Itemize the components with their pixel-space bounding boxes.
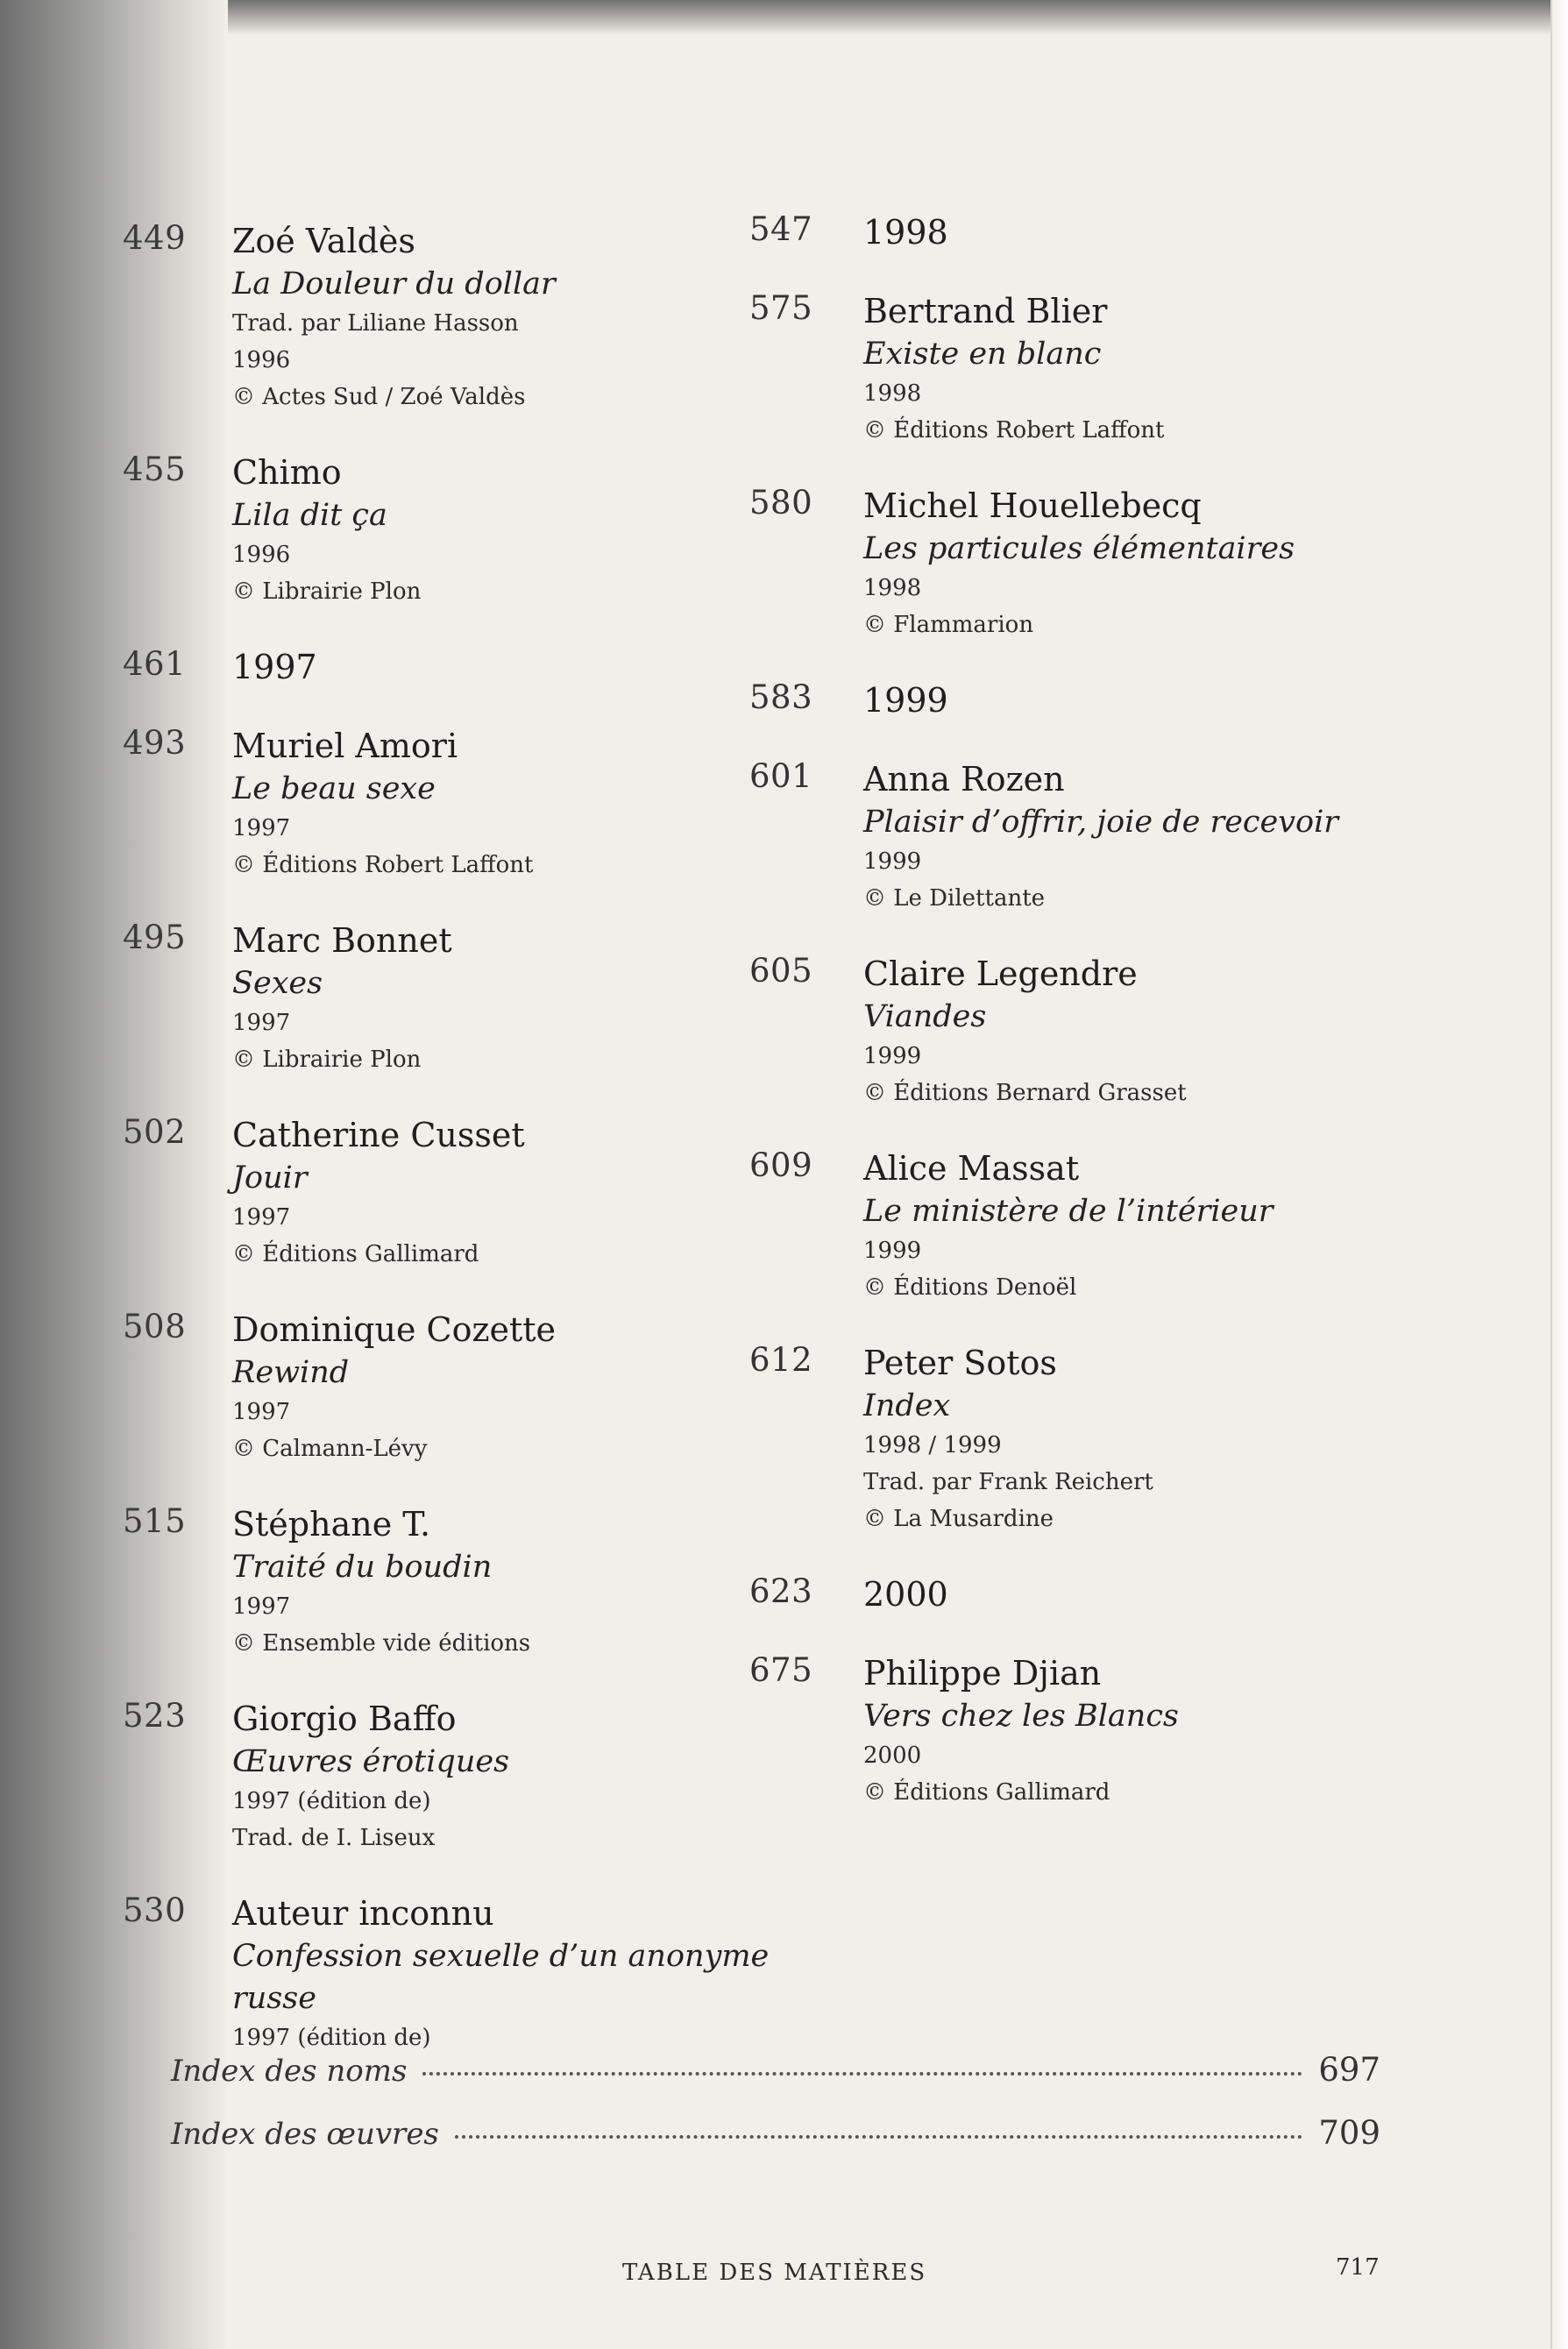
entry-title: La Douleur du dollar <box>232 266 556 302</box>
entry-body <box>232 1502 789 1662</box>
entry-detail: © Le Dilettante <box>863 885 1046 912</box>
toc-entry <box>123 219 789 415</box>
entry-title: Confession sexuelle d’un anonyme russe <box>232 1939 770 2016</box>
entry-author: Giorgio Baffo <box>232 1700 457 1738</box>
entry-body <box>863 484 1415 643</box>
entry-author: 1997 <box>232 648 317 686</box>
entry-detail: 1998 <box>863 380 922 407</box>
entry-body <box>863 1341 1415 1537</box>
entry-page-number: 449 <box>123 219 187 257</box>
entry-detail: 1996 <box>232 542 291 568</box>
entry-page-number: 523 <box>123 1697 187 1735</box>
entry-body <box>232 1113 789 1273</box>
entry-detail: 1997 <box>232 815 291 841</box>
toc-entry <box>123 1697 789 1856</box>
entry-title: Vers chez les Blancs <box>863 1699 1179 1734</box>
toc-entry <box>749 210 1415 254</box>
toc-entry <box>123 1891 789 2056</box>
entry-detail: 1998 <box>863 575 922 601</box>
entry-author: Zoé Valdès <box>232 222 415 260</box>
page-number: 717 <box>1336 2254 1380 2281</box>
index-page: 709 <box>1318 2114 1380 2152</box>
toc-entry <box>123 1502 789 1662</box>
entry-title: Plaisir d’offrir, joie de recevoir <box>863 805 1339 840</box>
entry-page-number: 547 <box>749 210 813 248</box>
entry-title: Le beau sexe <box>232 771 436 806</box>
entry-detail: 1997 <box>232 1593 291 1620</box>
entry-author: Chimo <box>232 453 342 492</box>
entry-title: Existe en blanc <box>863 337 1102 372</box>
entry-body <box>863 757 1415 917</box>
entry-page-number: 461 <box>123 645 187 683</box>
toc-entry <box>749 1341 1415 1537</box>
entry-body <box>863 289 1415 449</box>
entry-title: Œuvres érotiques <box>232 1744 510 1779</box>
entry-body <box>232 1697 789 1856</box>
entry-detail: 1997 <box>232 1399 291 1425</box>
entry-page-number: 609 <box>749 1146 813 1184</box>
entry-author: Alice Massat <box>863 1149 1080 1188</box>
index-label: Index des œuvres <box>171 2117 439 2152</box>
entry-detail: 2000 <box>863 1742 922 1769</box>
entry-detail: 1998 / 1999 <box>863 1432 1002 1458</box>
entry-body <box>863 952 1415 1111</box>
entry-detail: Trad. par Liliane Hasson <box>232 310 519 337</box>
entry-title: Sexes <box>232 966 323 1001</box>
entry-detail: Trad. de I. Liseux <box>232 1825 436 1851</box>
index-label: Index des noms <box>171 2054 408 2089</box>
entry-detail: 1999 <box>863 1238 922 1264</box>
toc-entry <box>123 1113 789 1273</box>
toc-entry <box>123 451 789 610</box>
entry-detail: © Éditions Denoël <box>863 1274 1077 1301</box>
toc-entry <box>749 1572 1415 1616</box>
entry-author: Dominique Cozette <box>232 1310 557 1349</box>
toc-entry <box>749 289 1415 449</box>
entry-detail: © Ensemble vide éditions <box>232 1630 531 1657</box>
running-footer-title: TABLE DES MATIÈRES <box>622 2260 927 2286</box>
entry-body <box>232 724 789 884</box>
entry-page-number: 612 <box>749 1341 813 1379</box>
entry-detail: 1997 (édition de) <box>232 2025 431 2051</box>
entry-detail: 1999 <box>863 1043 922 1069</box>
entry-author: 1998 <box>863 213 948 252</box>
entry-detail: © Flammarion <box>863 612 1034 638</box>
entry-title: Lila dit ça <box>232 498 387 533</box>
entry-title: Index <box>863 1388 951 1423</box>
entry-title: Jouir <box>232 1160 308 1196</box>
entry-detail: © Éditions Bernard Grasset <box>863 1080 1187 1106</box>
entry-author: Muriel Amori <box>232 727 458 765</box>
entry-author: Auteur inconnu <box>232 1894 494 1933</box>
entry-author: Michel Houellebecq <box>863 486 1202 525</box>
entry-page-number: 623 <box>749 1572 813 1610</box>
entry-body <box>863 210 1415 254</box>
entry-body <box>232 645 789 689</box>
entry-title: Les particules élémentaires <box>863 531 1295 566</box>
entry-author: Claire Legendre <box>863 955 1138 993</box>
index-line-works <box>171 2114 1380 2152</box>
entry-detail: 1999 <box>863 848 922 875</box>
entry-page-number: 601 <box>749 757 813 795</box>
entry-page-number: 580 <box>749 484 813 522</box>
entry-detail: © Éditions Gallimard <box>232 1241 479 1267</box>
entry-page-number: 502 <box>123 1113 187 1151</box>
entry-page-number: 530 <box>123 1891 187 1929</box>
entry-author: Peter Sotos <box>863 1344 1057 1382</box>
toc-entry <box>749 678 1415 722</box>
entry-detail: 1997 <box>232 1010 291 1036</box>
entry-page-number: 495 <box>123 919 187 956</box>
toc-entry <box>123 1308 789 1467</box>
entry-author: Philippe Djian <box>863 1654 1102 1693</box>
entry-body <box>863 1146 1415 1306</box>
entry-page-number: 515 <box>123 1502 187 1540</box>
entry-detail: Trad. par Frank Reichert <box>863 1469 1153 1495</box>
entry-detail: © Éditions Robert Laffont <box>232 852 534 878</box>
entry-title: Rewind <box>232 1355 350 1390</box>
toc-entry <box>749 484 1415 643</box>
toc-entry <box>749 952 1415 1111</box>
entry-author: 2000 <box>863 1575 948 1614</box>
entry-title: Le ministère de l’intérieur <box>863 1194 1274 1229</box>
toc-entry <box>749 1651 1415 1811</box>
entry-detail: © Actes Sud / Zoé Valdès <box>232 384 526 410</box>
entry-page-number: 675 <box>749 1651 813 1689</box>
entry-page-number: 508 <box>123 1308 187 1345</box>
entry-page-number: 583 <box>749 678 813 716</box>
entry-body <box>232 1891 789 2056</box>
entry-author: Catherine Cusset <box>232 1116 525 1154</box>
toc-entry <box>123 919 789 1078</box>
entry-detail: 1997 <box>232 1204 291 1231</box>
entry-detail: © Librairie Plon <box>232 1047 422 1073</box>
entry-body <box>232 919 789 1078</box>
toc-entry <box>749 757 1415 917</box>
toc-entry <box>123 724 789 884</box>
index-page: 697 <box>1318 2051 1380 2089</box>
entry-page-number: 605 <box>749 952 813 990</box>
entry-author: 1999 <box>863 681 948 720</box>
entry-body <box>863 1651 1415 1811</box>
entry-author: Anna Rozen <box>863 760 1065 798</box>
entry-detail: © Calmann-Lévy <box>232 1436 428 1462</box>
entry-body <box>863 1572 1415 1616</box>
left-column <box>123 219 789 2091</box>
entry-title: Viandes <box>863 999 987 1034</box>
entry-detail: 1996 <box>232 347 291 373</box>
toc-entry <box>123 645 789 689</box>
entry-author: Stéphane T. <box>232 1505 431 1544</box>
toc-entry <box>749 1146 1415 1306</box>
entry-detail: © Éditions Gallimard <box>863 1779 1110 1806</box>
entry-page-number: 575 <box>749 289 813 327</box>
index-line-names <box>171 2051 1380 2089</box>
entry-body <box>863 678 1415 722</box>
entry-detail: © La Musardine <box>863 1506 1054 1532</box>
entry-page-number: 493 <box>123 724 187 762</box>
entry-detail: © Éditions Robert Laffont <box>863 417 1165 444</box>
entry-body <box>232 1308 789 1467</box>
entry-body <box>232 219 789 415</box>
right-column <box>749 210 1415 1846</box>
entry-title: Traité du boudin <box>232 1550 493 1585</box>
entry-body <box>232 451 789 610</box>
leader-dots <box>455 2135 1302 2139</box>
entry-author: Marc Bonnet <box>232 921 452 960</box>
entry-author: Bertrand Blier <box>863 292 1108 330</box>
leader-dots <box>422 2072 1302 2076</box>
entry-detail: 1997 (édition de) <box>232 1788 431 1814</box>
entry-detail: © Librairie Plon <box>232 578 422 605</box>
entry-page-number: 455 <box>123 451 187 488</box>
